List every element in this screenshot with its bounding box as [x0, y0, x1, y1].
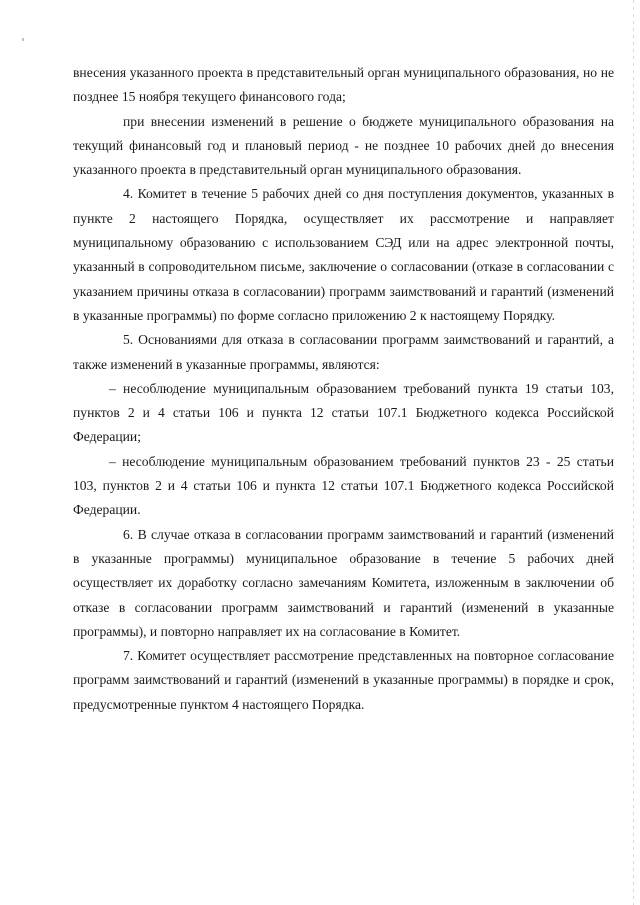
document-body — [73, 61, 614, 717]
paragraph-amendment-deadline: при внесении изменений в решение о бюджете муниципального образования на текущий финансовый год и плановый период - не позднее 10 рабочих дней до внесения указанного проекта в представительный орган муниципального образования. — [73, 113, 614, 178]
scan-speck — [22, 38, 24, 41]
scan-edge-line — [633, 0, 634, 905]
paragraph-item-6: 6. В случае отказа в согласовании программ заимствований и гарантий (изменений в указанные программы) муниципальное образование в течение 5 рабочих дней осуществляет их доработку согласно замечаниям Комитета, изложенным в заключении об отказе в согласовании программ заимствований и гарантий (изменений в указанные программы), и повторно направляет их на согласование в Комитет. — [73, 526, 614, 639]
paragraph-item-7: 7. Комитет осуществляет рассмотрение представленных на повторное согласование программ заимствований и гарантий (изменений в указанные программы) в порядке и срок, предусмотренные пунктом 4 настоящего Порядка. — [73, 648, 614, 712]
paragraph-continuation: внесения указанного проекта в представительный орган муниципального образования, но не позднее 15 ноября текущего финансового года; — [73, 65, 614, 105]
list-item-ground-2: – несоблюдение муниципальным образованием требований пунктов 23 - 25 статьи 103, пунктов 2 и 4 статьи 106 и пункта 12 статьи 107.1 Бюджетного кодекса Российской Федерации. — [73, 453, 614, 518]
paragraph-item-4: 4. Комитет в течение 5 рабочих дней со дня поступления документов, указанных в пункте 2 настоящего Порядка, осуществляет их рассмотрение и направляет муниципальному образованию с использованием СЭД или на адрес электронной почты, указанный в сопроводительном письме, заключение о согласовании (отказе в согласовании с указанием причины отказа в согласовании) программ заимствований и гарантий (изменений в указанные программы) по форме согласно приложению 2 к настоящему Порядку. — [73, 186, 614, 323]
paragraph-item-5: 5. Основаниями для отказа в согласовании программ заимствований и гарантий, а также изменений в указанные программы, являются: — [73, 332, 614, 372]
list-item-ground-1: – несоблюдение муниципальным образованием требований пункта 19 статьи 103, пунктов 2 и 4 статьи 106 и пункта 12 статьи 107.1 Бюджетного кодекса Российской Федерации; — [73, 380, 614, 445]
